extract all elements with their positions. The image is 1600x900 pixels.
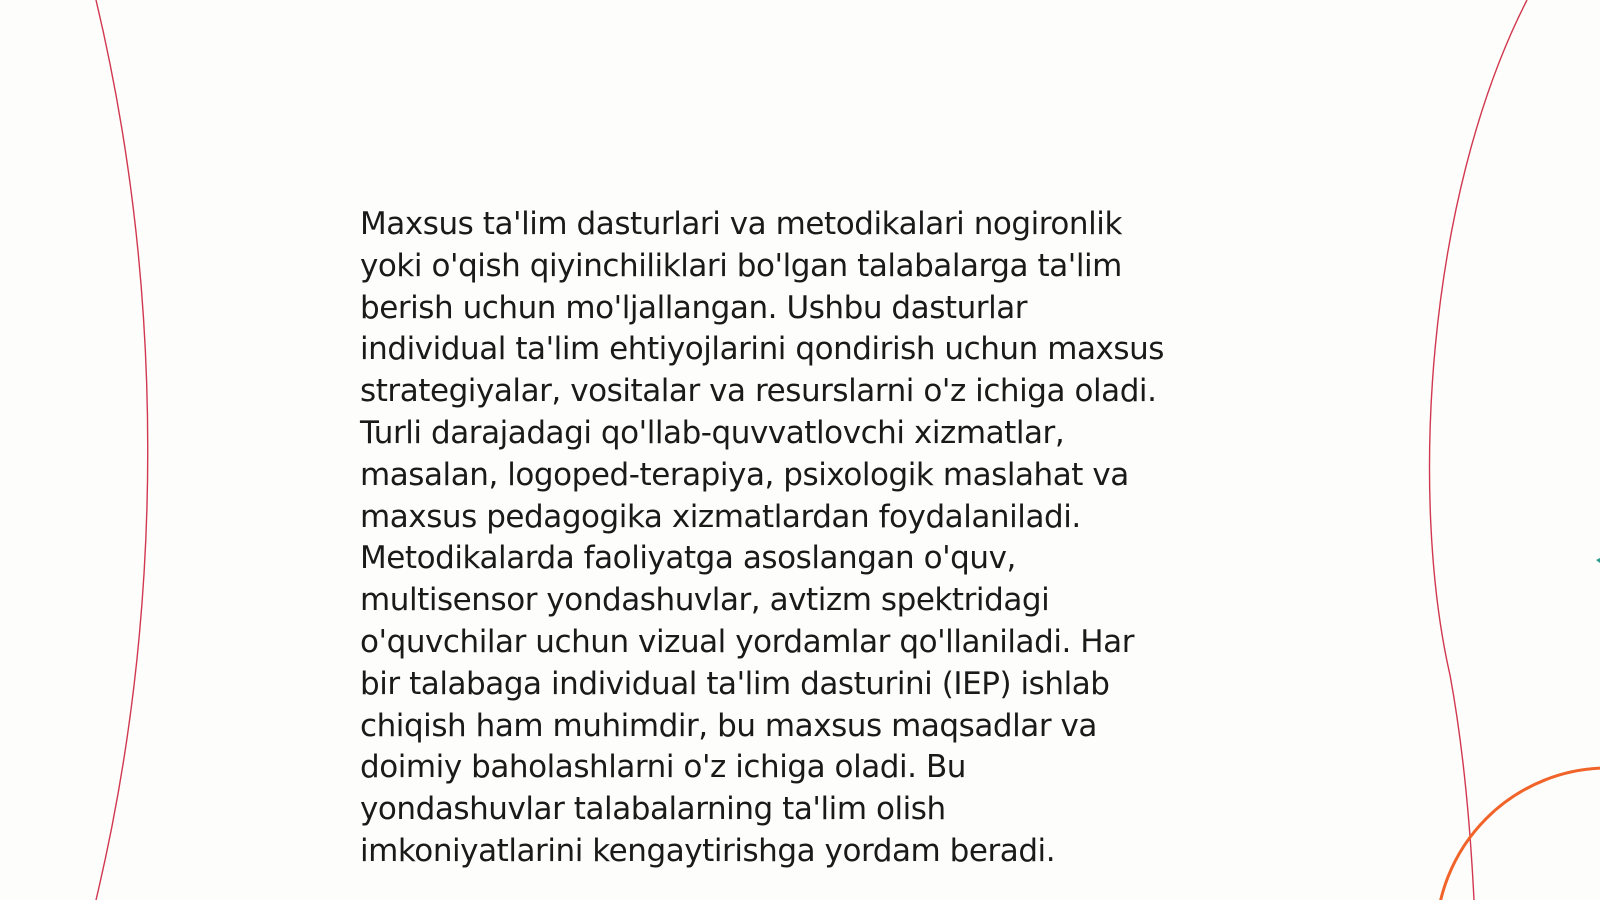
- body-text: Maxsus ta'lim dasturlari va metodikalari nogironlik yoki o'qish qiyinchiliklari bo'lgan talabalarga ta'lim berish uchun mo'ljallangan. Ushbu dasturlar individual ta'lim ehtiyojlarini qondirish uchun maxsus strategiyalar, vositalar va resurslarni o'z ichiga oladi. Turli darajadagi qo'llab-quvvatlovchi xizmatlar, masalan, logoped-terapiya, psixologik maslahat va maxsus pedagogika xizmatlardan foydalaniladi. Metodikalarda faoliyatga asoslangan o'quv, multisensor yondashuvlar, avtizm spektridagi o'quvchilar uchun vizual yordamlar qo'llaniladi. Har bir talabaga individual ta'lim dasturini (IEP) ishlab chiqish ham muhimdir, bu maxsus maqsadlar va doimiy baholashlarni o'z ichiga oladi. Bu yondashuvlar talabalarning ta'lim olish imkoniyatlarini kengaytirishga yordam beradi.: [360, 206, 1165, 869]
- teal-mark: [1596, 558, 1600, 563]
- left-curve-line: [96, 0, 148, 900]
- right-curve-line: [1430, 0, 1527, 900]
- orange-circle-outline: [1436, 768, 1600, 900]
